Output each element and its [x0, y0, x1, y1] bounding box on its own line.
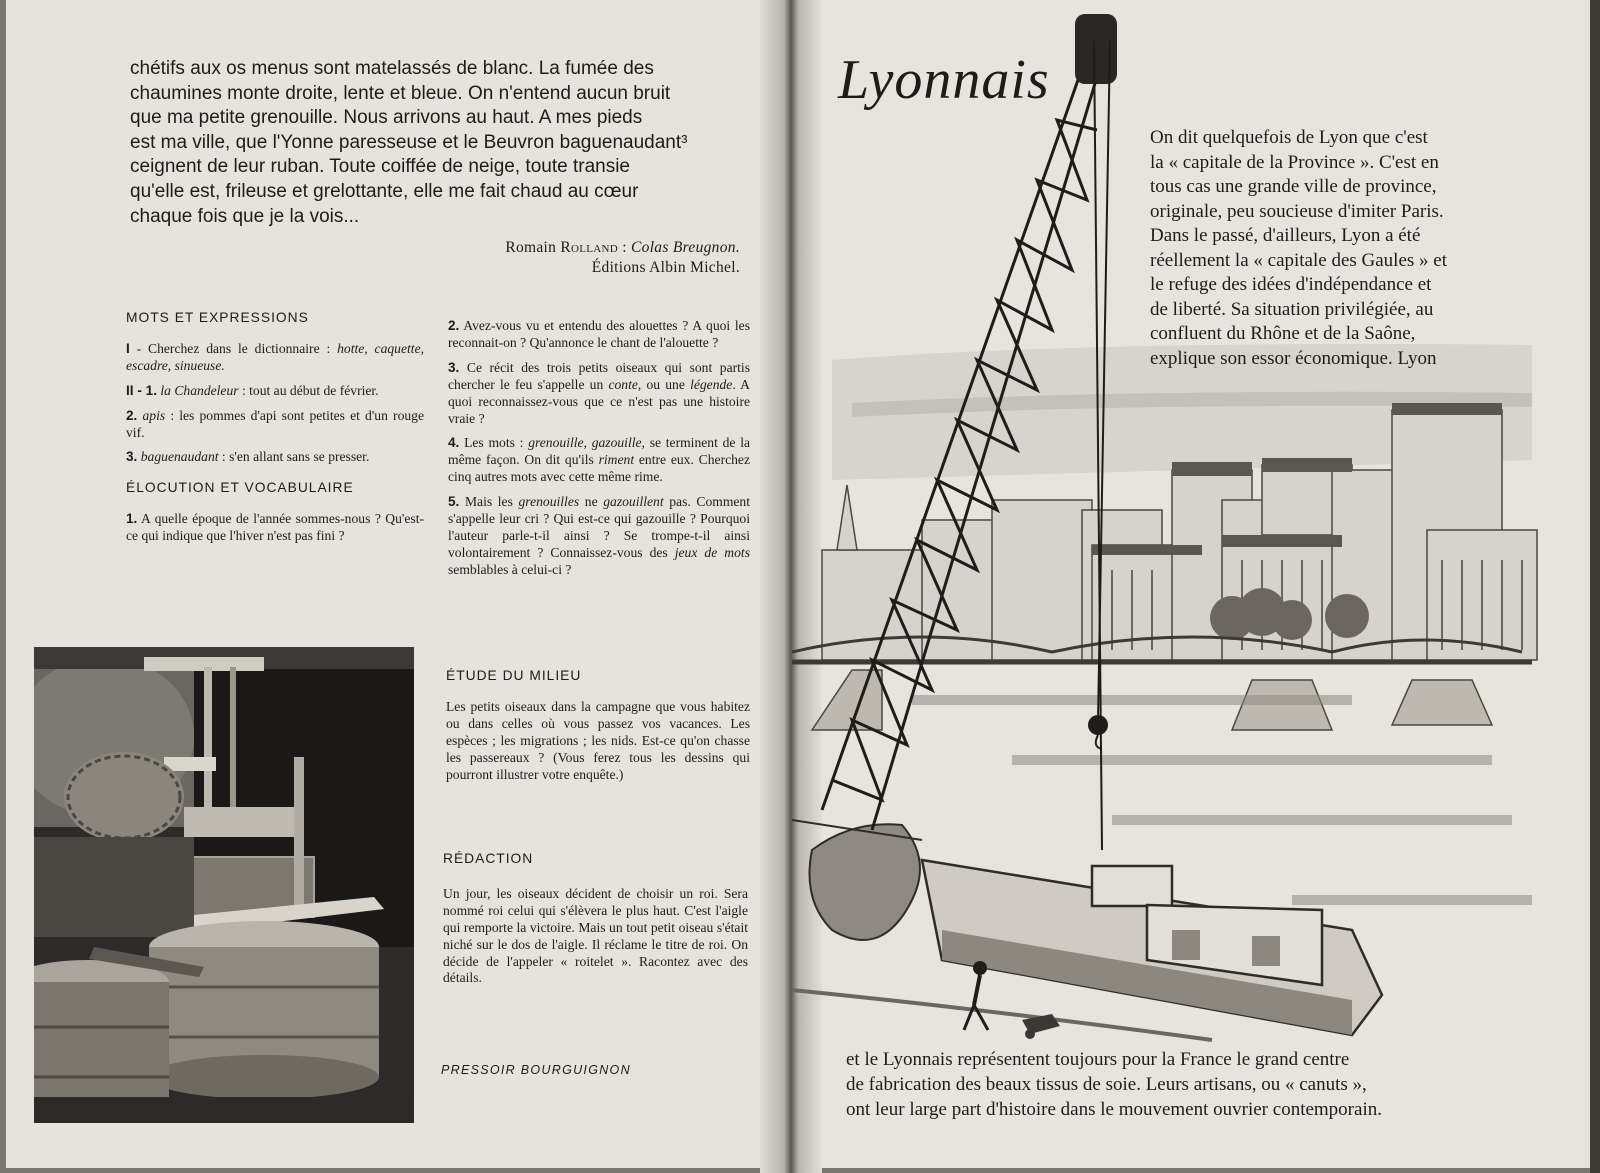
- item-text: ne: [579, 494, 604, 510]
- intro-line: Dans le passé, d'ailleurs, Lyon a été: [1150, 225, 1421, 246]
- item-text: Avez-vous vu et entendu des alouettes ? A quoi les reconnait-on ? Qu'annonce le chant de l'alouette ?: [448, 318, 750, 350]
- exercise-item: [126, 341, 424, 375]
- item-text: : s'en allant sans se presser.: [218, 449, 370, 465]
- item-text: - Cherchez dans le dictionnaire :: [129, 340, 338, 356]
- exercise-item: [448, 494, 750, 579]
- item-term: jeux de mots: [674, 544, 750, 560]
- item-number: 2.: [126, 407, 138, 423]
- poem-excerpt: [130, 57, 752, 229]
- author-first-name: Romain: [505, 239, 557, 256]
- intro-line: réellement la « capitale des Gaules » et: [1150, 249, 1448, 271]
- exercise-item: [126, 383, 424, 400]
- exercise-item: [448, 318, 750, 352]
- intro-line: confluent du Rhône et de la Saône,: [1150, 323, 1416, 344]
- section-heading-mots: MOTS ET EXPRESSIONS: [126, 310, 309, 325]
- item-text: Mais les: [459, 494, 519, 510]
- item-text: semblables à celui-ci ?: [448, 561, 572, 577]
- intro-line: On dit quelquefois de Lyon que c'est: [1150, 127, 1428, 148]
- exercise-item: [448, 360, 750, 428]
- item-term: conte: [608, 376, 638, 392]
- exercise-item: [448, 435, 750, 486]
- outro-line: et le Lyonnais représentent toujours pour la France le grand centre: [846, 1049, 1350, 1070]
- intro-line: tous cas une grande ville de province,: [1150, 176, 1437, 197]
- publisher: Éditions Albin Michel.: [591, 259, 740, 276]
- item-number: 1.: [126, 511, 138, 527]
- item-text: : les pommes d'api sont petites et d'un rouge vif.: [126, 407, 424, 440]
- item-text: Les mots :: [459, 435, 529, 451]
- item-term: la Chandeleur: [160, 382, 239, 398]
- item-text: A quelle époque de l'année sommes-nous ? Qu'est-ce qui indique que l'hiver n'est pas fini ?: [126, 511, 424, 544]
- item-text: . A quoi reconnaissez-vous que ce n'est pas une histoire vraie ?: [448, 376, 750, 426]
- region-title: Lyonnais: [838, 49, 1050, 111]
- item-number: 3.: [448, 359, 460, 375]
- exercise-item: [126, 408, 424, 442]
- intro-line: de liberté. Sa situation privilégiée, au: [1150, 298, 1434, 320]
- poem-line: est ma ville, que l'Yonne paresseuse et le Beuvron baguenaudant³: [130, 131, 688, 153]
- item-text: se terminent de la même façon. On dit qu'ils: [448, 435, 750, 468]
- section-heading-redaction: RÉDACTION: [443, 851, 534, 866]
- exercise-item: [126, 449, 424, 466]
- intro-line: originale, peu soucieuse d'imiter Paris.: [1150, 200, 1444, 222]
- item-number: 5.: [448, 494, 460, 510]
- exercise-item: [126, 511, 424, 545]
- wine-press-photo: [34, 647, 414, 1123]
- section-heading-elocution: ÉLOCUTION ET VOCABULAIRE: [126, 480, 354, 496]
- item-term: riment: [598, 452, 635, 468]
- intro-paragraph: [1150, 126, 1510, 371]
- item-text: pas. Comment s'appelle leur cri ? Qui est-ce qui gazouille ? Pourquoi l'auteur parle-t-il ainsi ? Se trompe-t-il ainsi volontairement ? Connaissez-vous des: [448, 494, 751, 560]
- item-text: Ce récit des trois petits oiseaux qui sont partis chercher le feu s'appelle un: [448, 359, 750, 392]
- exercises-column-2: [448, 318, 750, 587]
- intro-line: le refuge des idées d'indépendance et: [1150, 274, 1432, 295]
- etude-section: [446, 668, 750, 791]
- source-credit: Romain Rolland : Colas Breugnon. Éditions Albin Michel.: [420, 238, 740, 278]
- etude-text: Les petits oiseaux dans la campagne que vous habitez ou dans celles où vous passez vos vacances. Les espèces ; les migrations ; les nids. Est-ce qu'on chasse les passereaux ? (Vous ferez tous les dessins qui pourront illustrer votre enquête.): [446, 698, 750, 782]
- outro-line: ont leur large part d'histoire dans le mouvement ouvrier contemporain.: [846, 1099, 1382, 1120]
- item-term: légende: [690, 376, 733, 392]
- closing-paragraph: [846, 1047, 1518, 1122]
- author-last-name: Rolland: [560, 239, 619, 256]
- redaction-section: [443, 851, 748, 995]
- outro-line: de fabrication des beaux tissus de soie. Leurs artisans, ou « canuts »,: [846, 1074, 1367, 1095]
- poem-line: qu'elle est, frileuse et grelottante, elle me fait chaud au cœur: [130, 180, 639, 202]
- intro-line: la « capitale de la Province ». C'est en: [1150, 151, 1439, 173]
- item-term: grenouilles: [518, 494, 580, 510]
- item-text: , ou une: [637, 376, 691, 392]
- item-number: 4.: [448, 435, 460, 451]
- page-edge: [1590, 0, 1600, 1173]
- exercises-column-1: [126, 310, 424, 553]
- item-term: apis: [142, 407, 166, 423]
- item-term: baguenaudant: [140, 449, 219, 465]
- item-text: : tout au début de février.: [238, 382, 379, 398]
- work-title: Colas Breugnon.: [631, 239, 740, 256]
- item-words: hotte, caquette, escadre, sinueuse.: [126, 340, 424, 373]
- item-number: II - 1.: [126, 382, 157, 398]
- poem-line: chétifs aux os menus sont matelassés de blanc. La fumée des: [130, 58, 654, 79]
- poem-line: chaumines monte droite, lente et bleue. On n'entend aucun bruit: [130, 82, 671, 104]
- item-number: I: [126, 340, 130, 356]
- redaction-text: Un jour, les oiseaux décident de choisir un roi. Sera nommé roi celui qui s'élèvera le plus haut. C'est l'aigle qui remporte la victoire. Mais un tout petit oiseau s'était niché sur le dos de l'aigle. Il réclame le titre de roi. On décide de l'appeler « roitelet ». Racontez avec des détails.: [443, 885, 748, 986]
- item-text: entre eux. Cherchez cinq autres mots avec cette même rime.: [448, 452, 750, 485]
- poem-line: que ma petite grenouille. Nous arrivons au haut. A mes pieds: [130, 107, 643, 129]
- section-heading-etude: ÉTUDE DU MILIEU: [446, 668, 582, 683]
- item-number: 2.: [448, 318, 460, 333]
- poem-line: chaque fois que je la vois...: [130, 205, 360, 227]
- item-term: grenouille, gazouille,: [528, 435, 645, 451]
- item-number: 3.: [126, 449, 138, 465]
- poem-line: ceignent de leur ruban. Toute coiffée de neige, toute transie: [130, 156, 630, 178]
- photo-caption: PRESSOIR BOURGUIGNON: [441, 1063, 631, 1077]
- intro-line: explique son essor économique. Lyon: [1150, 347, 1437, 369]
- item-term: gazouillent: [603, 494, 664, 510]
